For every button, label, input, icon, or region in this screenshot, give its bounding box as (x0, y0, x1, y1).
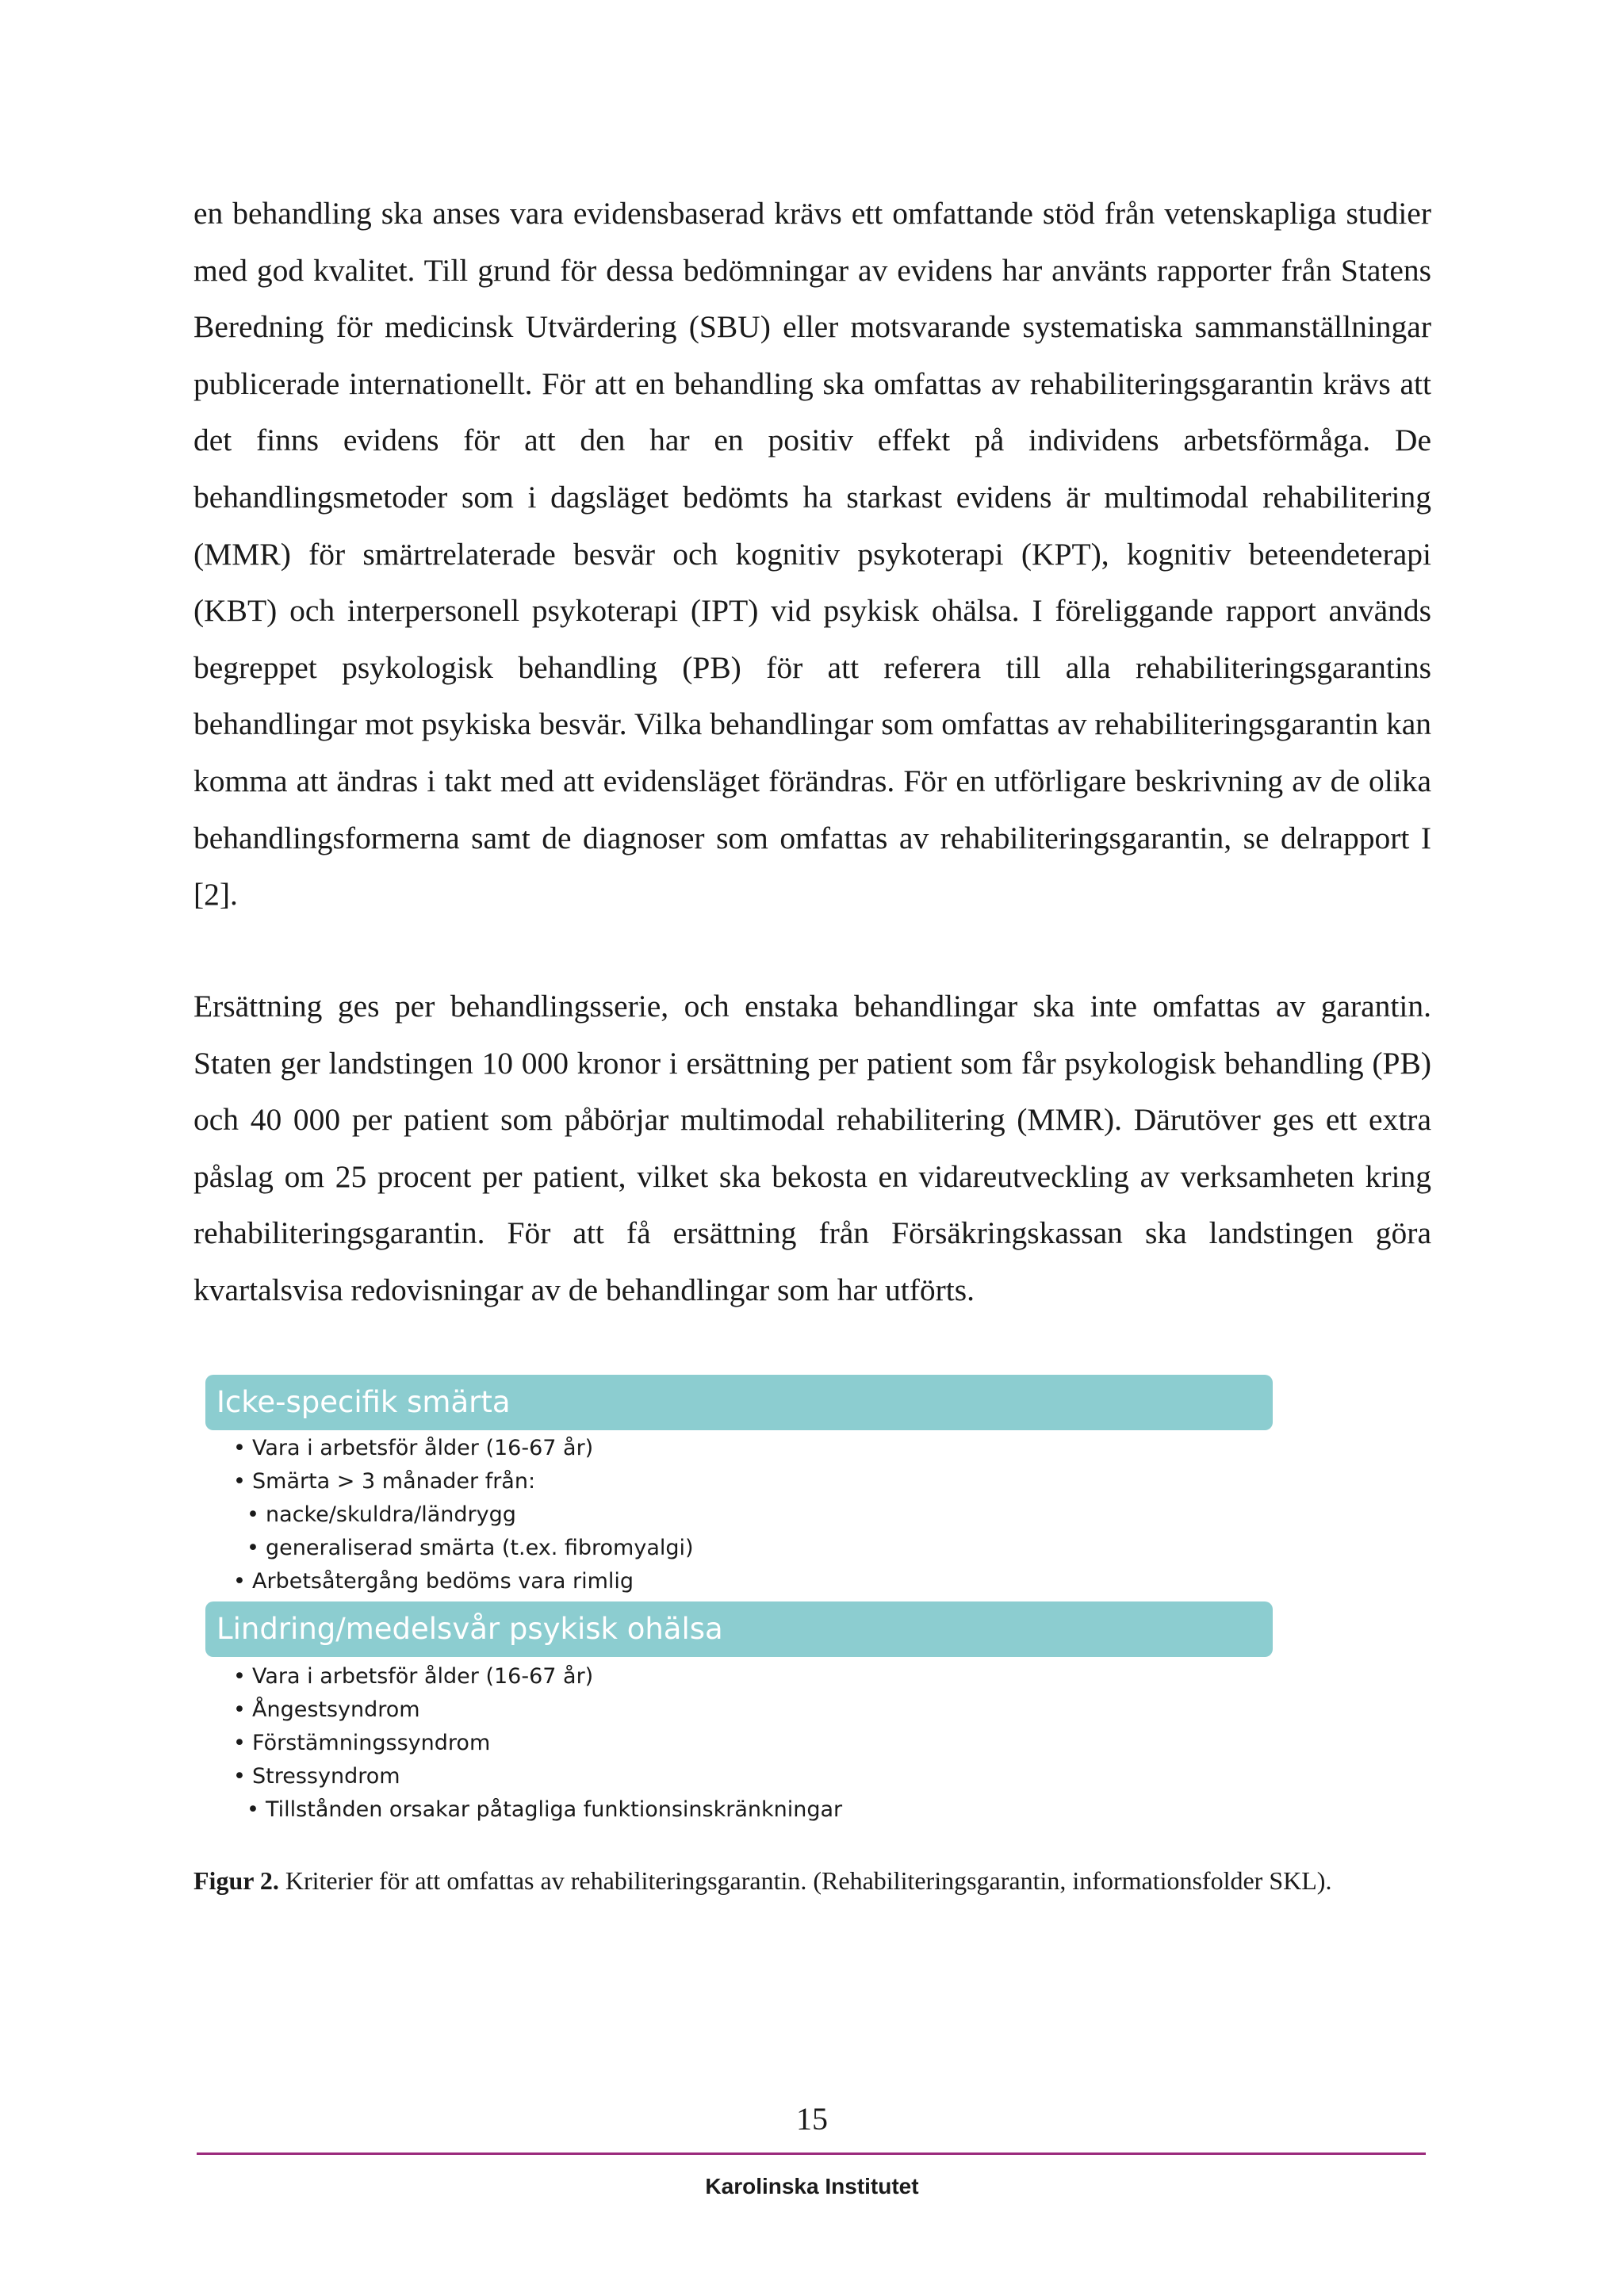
list-item: • Smärta > 3 månader från: (233, 1465, 694, 1498)
list-subitem: • nacke/skuldra/ländrygg (233, 1498, 694, 1532)
list-subitem: • generaliserad smärta (t.ex. fibromyalgi) (233, 1532, 694, 1565)
figure-list-pain (233, 1432, 694, 1598)
body-paragraph-1: en behandling ska anses vara evidensbaserad krävs ett omfattande stöd från vetenskapliga studier med god kvalitet. Till grund för dessa bedömningar av evidens har använts rapporter från Statens Beredning för medicinsk Utvärdering (SBU) eller motsvarande systematiska sammanställningar publicerade internationellt. För att en behandling ska omfattas av rehabiliteringsgarantin krävs att det finns evidens för att den har en positiv effekt på individens arbetsförmåga. De behandlingsmetoder som i dagsläget bedömts ha starkast evidens är multimodal rehabilitering (MMR) för smärtrelaterade besvär och kognitiv psykoterapi (KPT), kognitiv beteendeterapi (KBT) och interpersonell psykoterapi (IPT) vid psykisk ohälsa. I föreliggande rapport används begreppet psykologisk behandling (PB) för att referera till alla rehabiliteringsgarantins behandlingar mot psykiska besvär. Vilka behandlingar som omfattas av rehabiliteringsgarantin kan komma att ändras i takt med att evidensläget förändras. För en utförligare beskrivning av de olika behandlingsformerna samt de diagnoser som omfattas av rehabiliteringsgarantin, se delrapport I [2]. (193, 196, 1431, 913)
page-number: 15 (796, 2101, 828, 2137)
figure-section-title-pain: Icke-specifik smärta (205, 1375, 1273, 1430)
bullet-icon: • (233, 1764, 246, 1789)
figure-caption (193, 1865, 1331, 1896)
figure-section-title-mental-health: Lindring/medelsvår psykisk ohälsa (205, 1601, 1273, 1657)
bullet-icon: • (247, 1502, 259, 1527)
bullet-icon: • (247, 1797, 259, 1822)
bullet-icon: • (233, 1436, 246, 1460)
bullet-icon: • (233, 1469, 246, 1494)
bullet-icon: • (233, 1569, 246, 1594)
bullet-icon: • (233, 1697, 246, 1722)
list-item: • Ångestsyndrom (233, 1693, 842, 1727)
body-paragraph-2: Ersättning ges per behandlingsserie, och enstaka behandlingar ska inte omfattas av garantin. Staten ger landstingen 10 000 kronor i ersättning per patient som får psykologisk behandling (PB) och 40 000 per patient som påbörjar multimodal rehabilitering (MMR). Därutöver ges ett extra påslag om 25 procent per patient, vilket ska bekosta en vidareutveckling av verksamheten kring rehabiliteringsgarantin. För att få ersättning från Försäkringskassan ska landstingen göra kvartalsvisa redovisningar av de behandlingar som har utförts. (193, 989, 1431, 1307)
list-item: • Vara i arbetsför ålder (16-67 år) (233, 1432, 694, 1465)
footer-divider (197, 2152, 1426, 2155)
figure-caption-text: Kriterier för att omfattas av rehabiliteringsgarantin. (Rehabiliteringsgarantin, informationsfolder SKL). (278, 1866, 1332, 1895)
list-item: • Vara i arbetsför ålder (16-67 år) (233, 1660, 842, 1693)
bullet-icon: • (233, 1664, 246, 1689)
footer-organization: Karolinska Institutet (705, 2174, 919, 2198)
list-item: • Stressyndrom (233, 1760, 842, 1793)
list-item: • Förstämningssyndrom (233, 1727, 842, 1760)
bullet-icon: • (233, 1731, 246, 1755)
figure-caption-label: Figur 2. (193, 1866, 279, 1895)
list-item: • Arbetsåtergång bedöms vara rimlig (233, 1565, 694, 1598)
figure-list-mental-health (233, 1660, 842, 1827)
bullet-icon: • (247, 1536, 259, 1560)
list-subitem: • Tillstånden orsakar påtagliga funktionsinskränkningar (233, 1793, 842, 1827)
